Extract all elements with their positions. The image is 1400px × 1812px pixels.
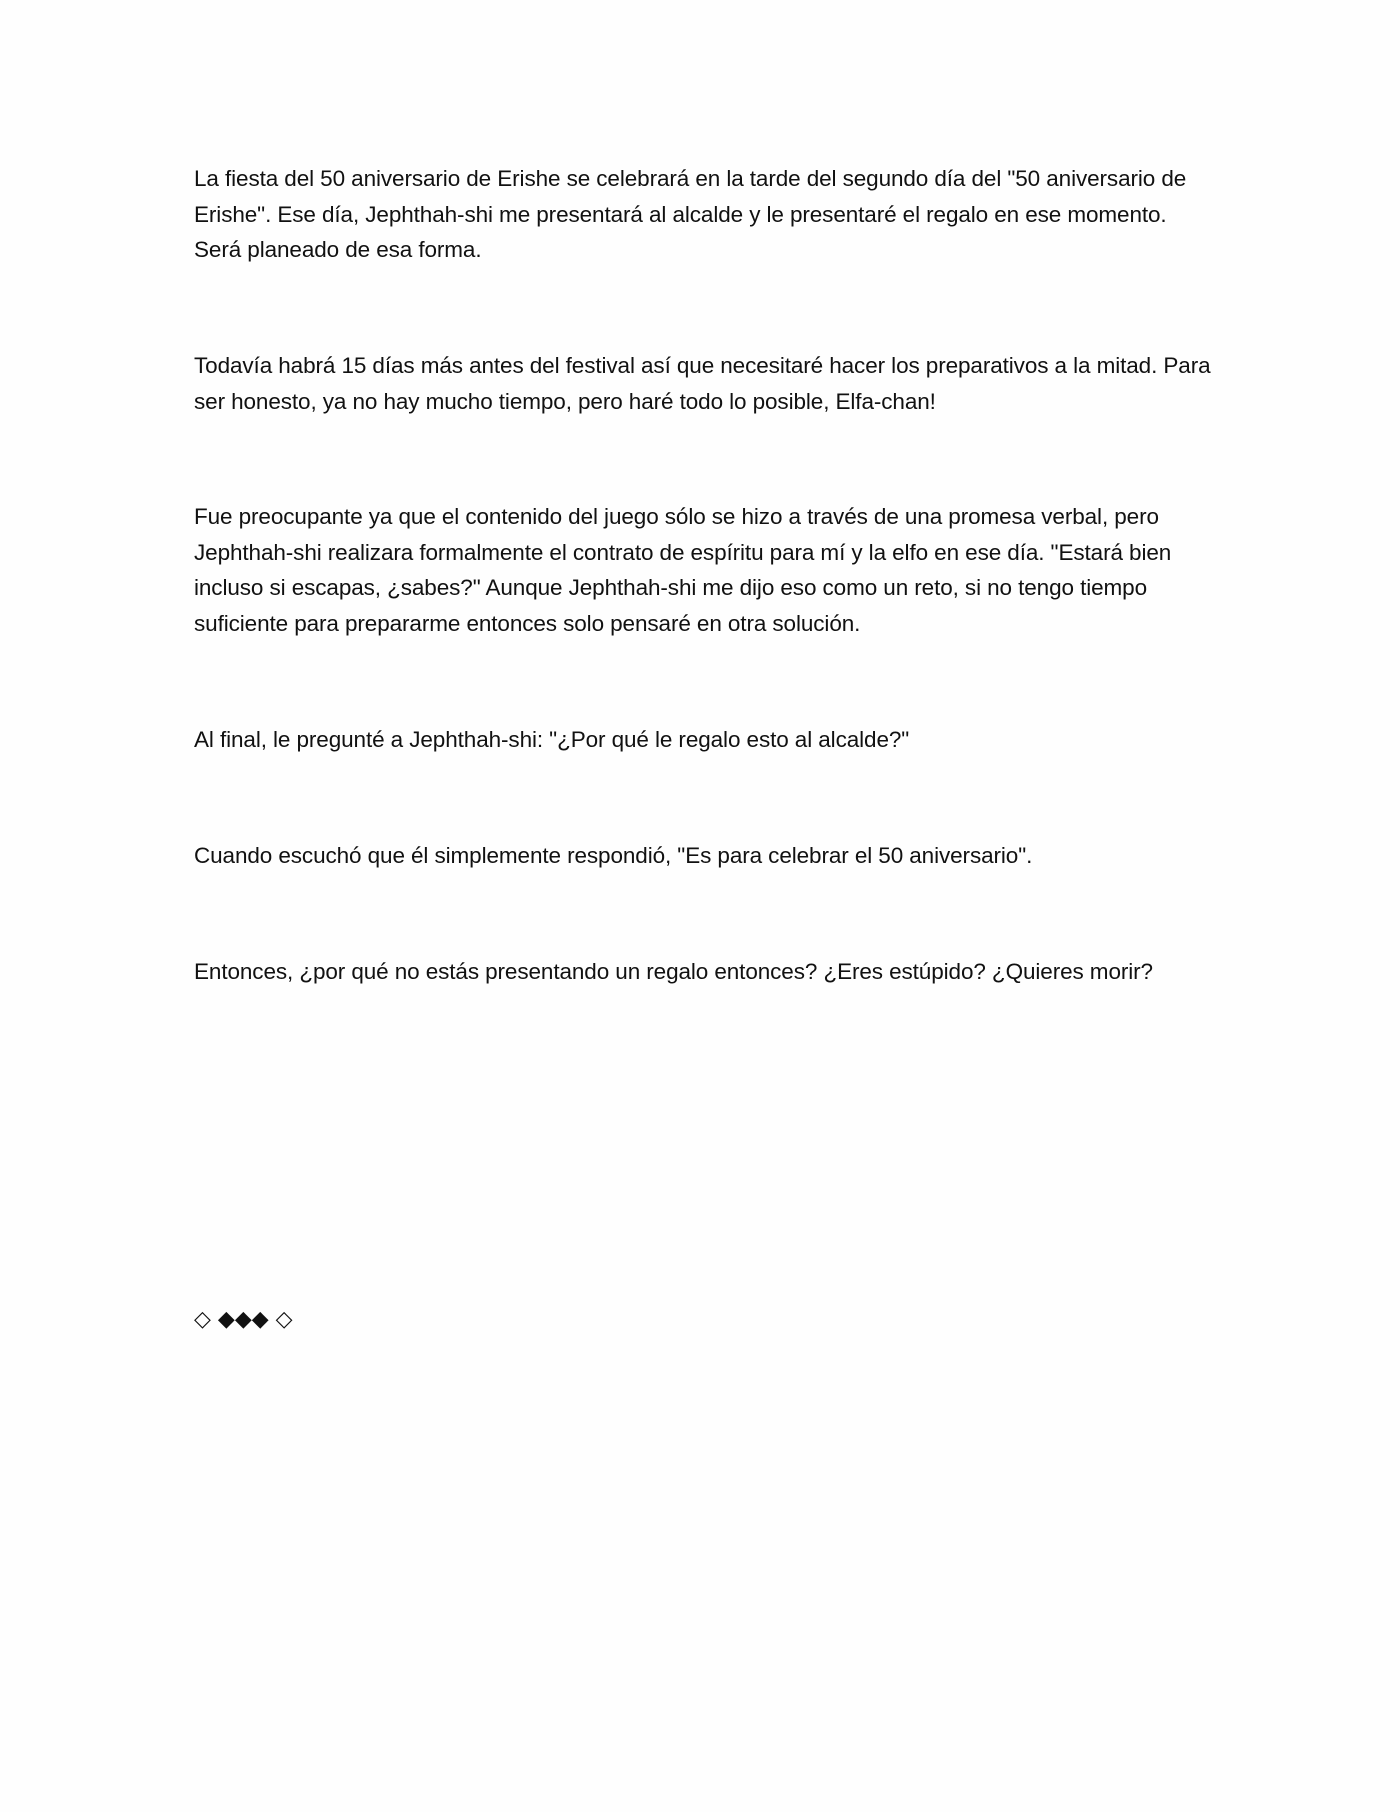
paragraph: Fue preocupante ya que el contenido del juego sólo se hizo a través de una promesa verbal, pero Jephthah-shi realizara formalmente el contrato de espíritu para mí y la elfo en ese día. "Estará bien incluso si escapas, ¿sabes?" Aunque Jephthah-shi me dijo eso como un reto, si no tengo tiempo suficiente para prepararme entonces solo pensaré en otra solución. xyxy=(194,504,1172,636)
paragraph: La fiesta del 50 aniversario de Erishe se celebrará en la tarde del segundo día del "50 aniversario de Erishe". Ese día, Jephthah-shi me presentará al alcalde y le presentaré el regalo en ese momento. Será planeado de esa forma. xyxy=(194,166,1187,262)
paragraph: Al final, le pregunté a Jephthah-shi: "¿Por qué le regalo esto al alcalde?" xyxy=(194,727,910,752)
paragraph: Cuando escuchó que él simplemente respondió, "Es para celebrar el 50 aniversario". xyxy=(194,843,1033,868)
paragraph: Todavía habrá 15 días más antes del festival así que necesitaré hacer los preparativos a la mitad. Para ser honesto, ya no hay mucho tiempo, pero haré todo lo posible, Elfa-chan! xyxy=(194,353,1211,414)
paragraph: Entonces, ¿por qué no estás presentando un regalo entonces? ¿Eres estúpido? ¿Quieres morir? xyxy=(194,959,1153,984)
section-separator: ◇ ◆◆◆ ◇ xyxy=(194,1307,293,1332)
